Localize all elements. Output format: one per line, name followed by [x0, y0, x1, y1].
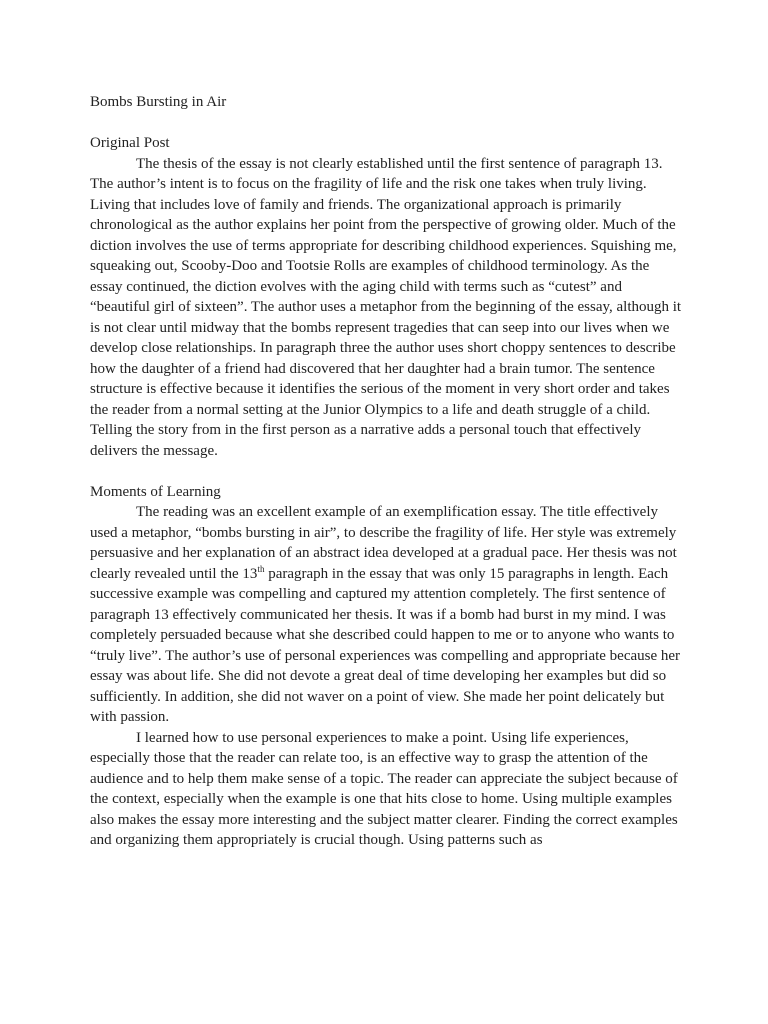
document-content: [90, 92, 682, 851]
moments-paragraph-1: [90, 502, 682, 728]
document-title: Bombs Bursting in Air: [90, 94, 227, 110]
moments-paragraph-1-text-b: paragraph in the essay that was only 15 paragraphs in length. Each successive example was compelling and captured my attention completely. The first sentence of paragraph 13 effectively communicated her thesis. It was if a bomb had burst in my mind. I was completely persuaded because what she described could happen to me or to anyone who wants to “truly live”. The author’s use of personal experiences was compelling and appropriate because her essay was about life. She did not devote a great deal of time developing her examples but did so sufficiently. In addition, she did not waver on a point of view. She made her point delicately but with passion.: [90, 565, 681, 725]
section-heading-moments-of-learning: Moments of Learning: [90, 483, 221, 500]
section-heading-original-post: Original Post: [90, 135, 170, 151]
original-post-paragraph: The thesis of the essay is not clearly established until the first sentence of paragraph 13. The author’s intent is to focus on the fragility of life and the risk one takes when truly living. Living that includes love of family and friends. The organizational approach is primarily chronological as the author explains her point from the perspective of growing older. Much of the diction involves the use of terms appropriate for describing childhood experiences. Squishing me, squeaking out, Scooby-Doo and Tootsie Rolls are examples of childhood terminology. As the essay continued, the diction evolves with the aging child with terms such as “cutest” and “beautiful girl of sixteen”. The author uses a metaphor from the beginning of the essay, although it is not clear until midway that the bombs represent tragedies that can seep into our lives when we develop close relationships. In paragraph three the author uses short choppy sentences to describe how the daughter of a friend had discovered that her daughter had a brain tumor. The sentence structure is effective because it identifies the serious of the moment in very short order and takes the reader from a normal setting at the Junior Olympics to a life and death struggle of a child. Telling the story from in the first person as a narrative adds a personal touch that effectively delivers the message.: [90, 155, 682, 459]
ordinal-suffix: th: [257, 563, 265, 574]
moments-paragraph-1-text-a: The reading was an excellent example of an exemplification essay. The title effectively used a metaphor, “bombs bursting in air”, to describe the fragility of life. Her style was extremely persuasive and her explanation of an abstract idea developed at a gradual pace. Her thesis was not clearly revealed until the 13: [90, 504, 677, 582]
moments-paragraph-2: I learned how to use personal experiences to make a point. Using life experiences, especially those that the reader can relate too, is an effective way to grasp the attention of the audience and to help them make sense of a topic. The reader can appreciate the subject because of the context, especially when the example is one that hits close to home. Using multiple examples also makes the essay more interesting and the subject matter clearer. Finding the correct examples and organizing them appropriately is crucial though. Using patterns such as: [90, 729, 678, 848]
